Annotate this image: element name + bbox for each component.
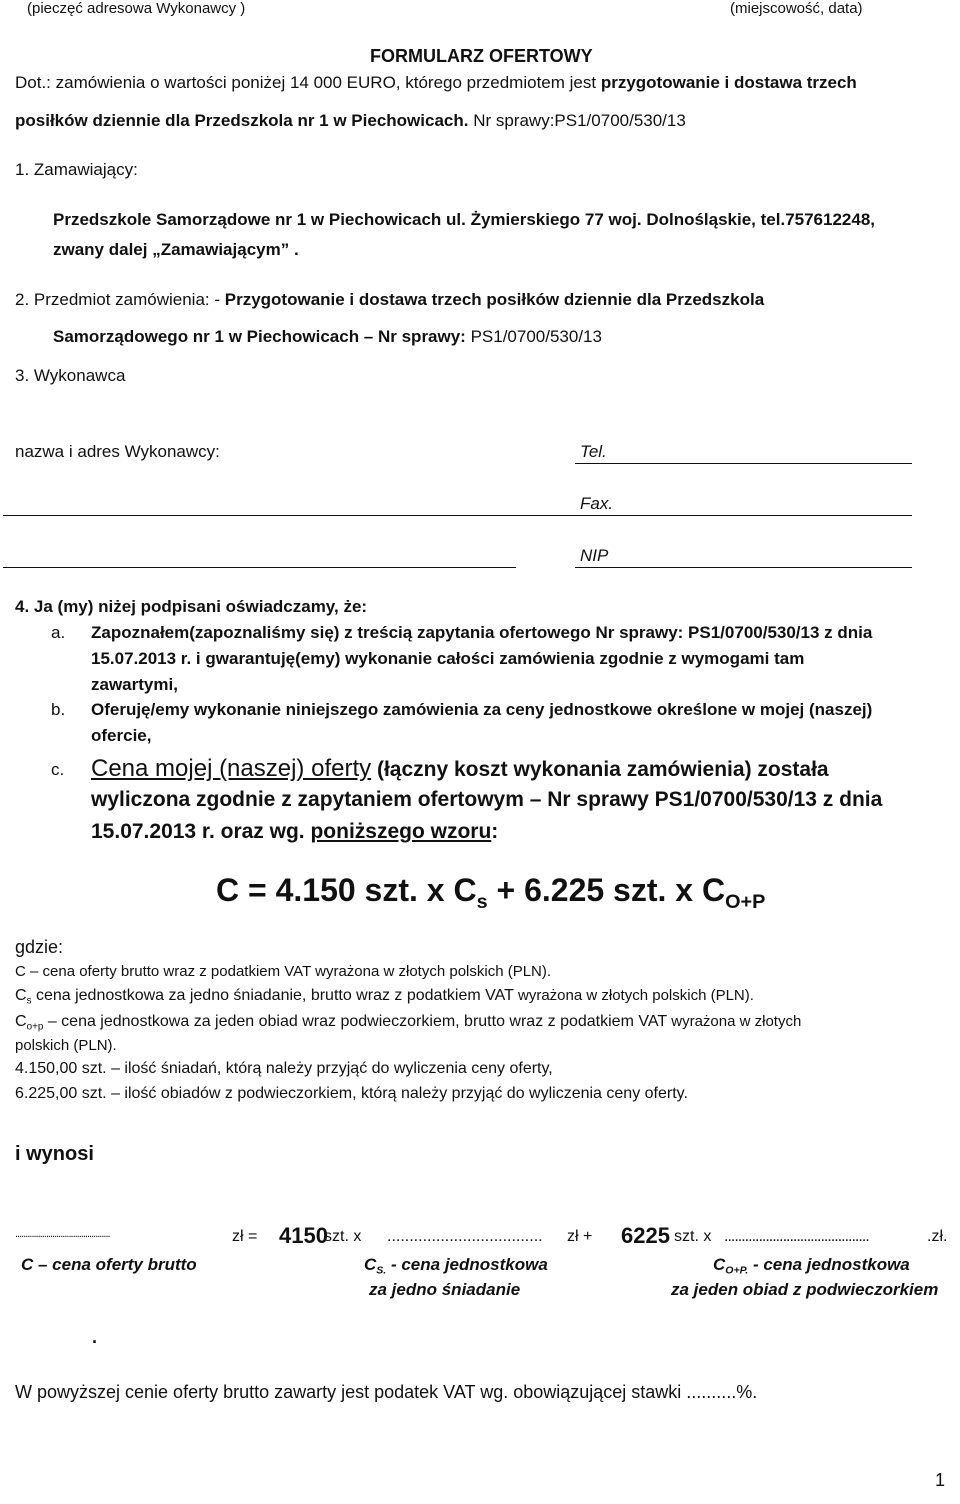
- section-1-line-2: zwany dalej „Zamawiającym” .: [53, 240, 299, 259]
- price-cs-field[interactable]: ...................................: [387, 1228, 543, 1245]
- section-1-label: 1. Zamawiający:: [15, 160, 138, 179]
- definition-cop-line-2: polskich (PLN).: [15, 1037, 117, 1054]
- quantity-dinners: 6.225,00 szt. – ilość obiadów z podwieczorkiem, którą należy przyjąć do wyliczenia ceny oferty.: [15, 1085, 688, 1102]
- item-b-letter: b.: [51, 700, 66, 719]
- section-2-line-2: Samorządowego nr 1 w Piechowicach – Nr sprawy: PS1/0700/530/13: [53, 327, 602, 346]
- zl-plus: zł +: [567, 1228, 593, 1245]
- definition-c: C – cena oferty brutto wraz z podatkiem VAT wyrażona w złotych polskich (PLN).: [15, 963, 552, 980]
- szt-x-2: szt. x: [674, 1228, 712, 1245]
- address-fax-line: [3, 515, 912, 516]
- fax-label: Fax.: [580, 494, 614, 513]
- label-cs: $C_{S.}$ - cena jednostkowa: [364, 1255, 548, 1277]
- item-a-line-1: Zapoznałem(zapoznaliśmy się) z treścią zapytania ofertowego Nr sprawy: PS1/0700/530/13 z dnia: [91, 623, 873, 642]
- label-cs-line-2: za jedno śniadanie: [369, 1280, 521, 1299]
- price-total-field[interactable]: ..............................................: [15, 1228, 110, 1240]
- item-a-line-3: zawartymi,: [91, 675, 178, 694]
- section-1-line-1: Przedszkole Samorządowe nr 1 w Piechowicach ul. Żymierskiego 77 woj. Dolnośląskie, tel.757612248,: [53, 210, 876, 229]
- szt-x-1: szt. x: [324, 1228, 362, 1245]
- tel-label: Tel.: [580, 442, 607, 461]
- qty-dinners: 6225: [621, 1223, 670, 1248]
- section-4-label: 4. Ja (my) niżej podpisani oświadczamy, że:: [15, 597, 368, 616]
- definition-cs: $C_s$ cena jednostkowa za jedno śniadanie, brutto wraz z podatkiem VAT wyrażona w złotych polskich (PLN).: [15, 987, 754, 1007]
- price-formula: C = 4.150 szt. x $C_s + 6.225$ szt. x $C_{O+P}$: [216, 872, 766, 913]
- nip-line: [575, 567, 912, 568]
- label-cop-line-2: za jeden obiad z podwieczorkiem: [671, 1280, 939, 1299]
- gdzie-label: gdzie:: [15, 937, 64, 957]
- vat-statement: W powyższej cenie oferty brutto zawarty jest podatek VAT wg. obowiązującej stawki ..........%.: [15, 1382, 758, 1402]
- nip-label: NIP: [580, 546, 609, 565]
- section-2-line-1: 2. Przedmiot zamówienia: - Przygotowanie i dostawa trzech posiłków dziennie dla Przedszkola: [15, 290, 765, 309]
- price-cop-field[interactable]: ..........................................: [724, 1228, 869, 1245]
- item-b-line-1: Oferuję/emy wykonanie niniejszego zamówienia za ceny jednostkowe określone w mojej (naszej): [91, 700, 873, 719]
- stamp-label: (pieczęć adresowa Wykonawcy ): [27, 0, 246, 17]
- intro-line-2: posiłków dziennie dla Przedszkola nr 1 w Piechowicach. Nr sprawy:PS1/0700/530/13: [15, 111, 686, 130]
- label-cop: $C_{O+P.}$ - cena jednostkowa: [713, 1255, 910, 1277]
- intro-line-1: Dot.: zamówienia o wartości poniżej 14 000 EURO, którego przedmiotem jest przygotowanie i dostawa trzech: [15, 73, 857, 92]
- page-number: 1: [935, 1470, 946, 1490]
- definition-cop: $C_{o+p}$ – cena jednostkowa za jeden obiad wraz podwieczorkiem, brutto wraz z podatkiem VAT wyrażona w złotych: [15, 1013, 802, 1033]
- wynosi-label: i wynosi: [15, 1143, 94, 1165]
- zl-equals: zł =: [232, 1228, 258, 1245]
- label-c-total: C – cena oferty brutto: [21, 1255, 197, 1274]
- section-3-label: 3. Wykonawca: [15, 366, 126, 385]
- item-c-line-3: 15.07.2013 r. oraz wg. poniższego wzoru:: [91, 820, 499, 843]
- quantity-breakfasts: 4.150,00 szt. – ilość śniadań, którą należy przyjąć do wyliczenia ceny oferty,: [15, 1060, 553, 1077]
- name-address-label: nazwa i adres Wykonawcy:: [15, 442, 220, 461]
- item-c-line-2: wyliczona zgodnie z zapytaniem ofertowym – Nr sprawy PS1/0700/530/13 z dnia: [91, 788, 883, 811]
- item-c-line-1: Cena mojej (naszej) oferty (łączny koszt wykonania zamówienia) została: [91, 755, 829, 782]
- address-line-2: [3, 567, 516, 568]
- tel-line: [575, 463, 912, 464]
- zl-end: .zł.: [927, 1228, 948, 1245]
- form-title: FORMULARZ OFERTOWY: [370, 46, 593, 66]
- stray-dot: .: [92, 1327, 98, 1347]
- item-c-letter: c.: [51, 760, 65, 779]
- place-date-label: (miejscowość, data): [730, 0, 863, 17]
- item-b-line-2: ofercie,: [91, 726, 152, 745]
- item-a-letter: a.: [51, 623, 66, 642]
- qty-breakfasts: 4150: [279, 1223, 328, 1248]
- item-a-line-2: 15.07.2013 r. i gwarantuję(emy) wykonanie całości zamówienia zgodnie z wymogami tam: [91, 649, 805, 668]
